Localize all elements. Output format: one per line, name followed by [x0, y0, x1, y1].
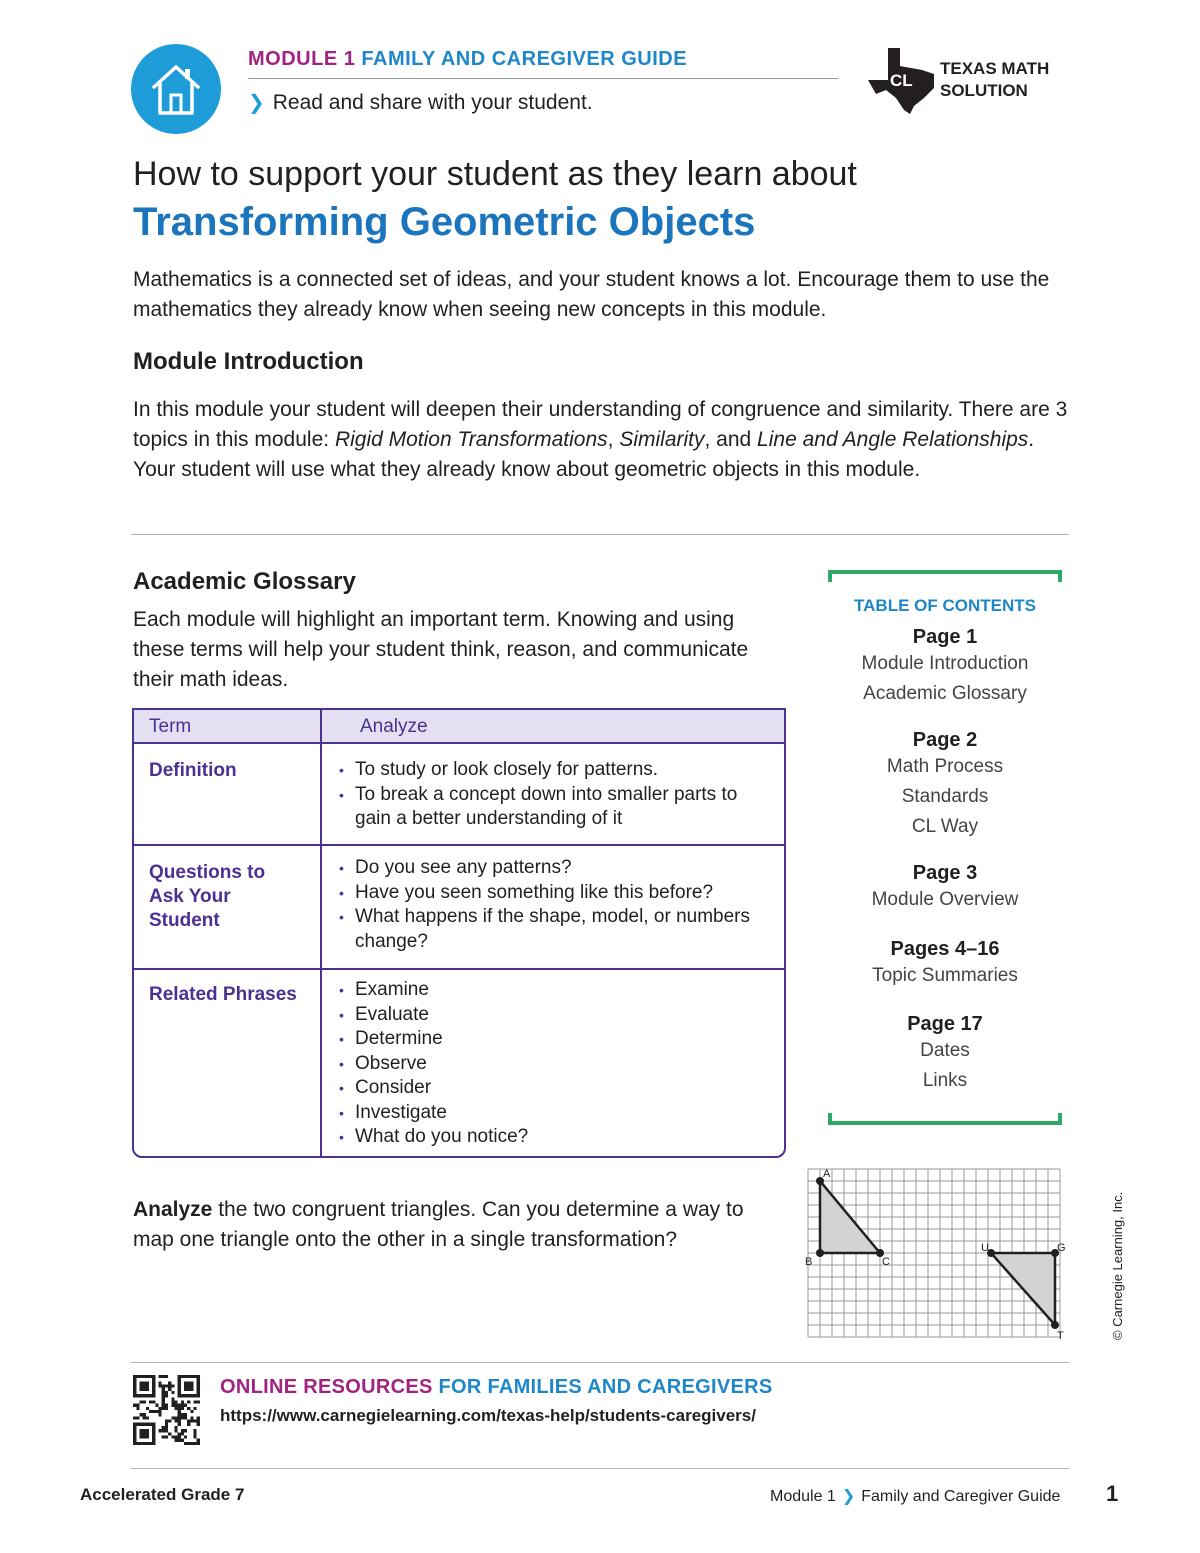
glossary-intro: Each module will highlight an important term. Knowing and using these terms will help your student think, reason, and communicate their math ideas. [133, 608, 749, 691]
analyze-keyword: Analyze [133, 1198, 213, 1221]
definition-list [339, 758, 759, 832]
list-item: • To break a concept down into smaller parts to gain a better understanding of it [339, 783, 759, 832]
toc-section-5 [828, 1013, 1062, 1096]
pre-title: How to support your student as they learn about [133, 155, 857, 193]
column-header-analyze: Analyze [360, 716, 428, 737]
column-header-term: Term [149, 716, 192, 737]
footer-module: Module 1 [770, 1488, 836, 1505]
resources-link[interactable]: https://www.carnegielearning.com/texas-help/students-caregivers/ [220, 1406, 756, 1425]
point-b [816, 1249, 824, 1257]
label-g: G [1057, 1242, 1066, 1254]
term-definition: Definition [149, 760, 237, 781]
toc-section-4 [828, 938, 1062, 991]
list-item: • What do you notice? [339, 1125, 759, 1150]
toc-page-label: Page 1 [912, 626, 978, 648]
label-c: C [882, 1256, 890, 1268]
toc-item: Dates [920, 1040, 970, 1061]
families-caregivers-label: FOR FAMILIES AND CAREGIVERS [438, 1376, 773, 1398]
label-t: T [1057, 1330, 1064, 1342]
term-questions: Questions to Ask Your Student [149, 862, 266, 931]
toc-item: Module Introduction [861, 653, 1029, 674]
list-item: • What happens if the shape, model, or numbers change? [339, 905, 759, 954]
read-share-line [248, 90, 593, 115]
section-divider [131, 1362, 1069, 1363]
toc-section-1 [828, 626, 1062, 709]
chevron-right-icon: ❯ [841, 1488, 856, 1505]
qr-code-icon [133, 1375, 200, 1445]
chevron-right-icon: ❯ [248, 92, 265, 114]
questions-list [339, 856, 759, 954]
table-row-divider [134, 968, 784, 970]
toc-item: Module Overview [871, 889, 1019, 910]
list-item: • Do you see any patterns? [339, 856, 759, 881]
logo-line-2: SOLUTION [940, 81, 1028, 100]
toc-section-3 [828, 862, 1062, 915]
header-divider [248, 78, 838, 79]
list-item: • Observe [339, 1052, 759, 1077]
module-intro-heading: Module Introduction [133, 348, 364, 375]
texas-map-icon [866, 44, 940, 116]
list-item: • Have you seen something like this before? [339, 881, 759, 906]
toc-item: CL Way [911, 816, 979, 837]
toc-item: Math Process [886, 756, 1004, 777]
toc-title: TABLE OF CONTENTS [854, 596, 1036, 615]
glossary-table [132, 708, 786, 1158]
toc-item: Academic Glossary [863, 683, 1027, 704]
toc-page-label: Pages 4–16 [890, 938, 1000, 960]
copyright-notice: © Carnegie Learning, Inc. [1110, 1191, 1125, 1340]
table-column-divider [320, 710, 322, 1156]
topic-3: Line and Angle Relationships [757, 428, 1029, 451]
online-resources-title [220, 1376, 773, 1399]
toc-bottom-bracket [828, 1113, 1062, 1125]
house-icon [148, 59, 204, 119]
list-item: • To study or look closely for patterns. [339, 758, 759, 783]
logo-line-1: TEXAS MATH [940, 59, 1050, 78]
congruent-triangles-figure [803, 1165, 1069, 1343]
home-badge [131, 44, 221, 134]
footer-guide: Family and Caregiver Guide [861, 1488, 1061, 1505]
logo-wordmark [940, 58, 1049, 102]
toc-section-2 [828, 729, 1062, 842]
list-item: • Determine [339, 1027, 759, 1052]
list-item: • Evaluate [339, 1003, 759, 1028]
page-title: Transforming Geometric Objects [133, 200, 756, 244]
toc-page-label: Page 2 [912, 729, 978, 751]
toc-item: Links [922, 1070, 968, 1091]
read-share-text: Read and share with your student. [272, 91, 593, 114]
list-item: • Examine [339, 978, 759, 1003]
grade-label: Accelerated Grade 7 [80, 1485, 245, 1504]
module-intro-paragraph: In this module your student will deepen their understanding of congruence and similarity. There are 3 topics in this module: Rigid Motion Transformations, Similarity, and Line and Angle Relationships. Your student will use what they already know about geometric objects in this module. [133, 398, 1068, 481]
footer-divider [131, 1468, 1069, 1469]
section-divider [131, 534, 1069, 535]
guide-label: FAMILY AND CAREGIVER GUIDE [361, 48, 688, 70]
topic-1: Rigid Motion Transformations [334, 428, 608, 451]
toc-top-bracket [828, 570, 1062, 582]
toc-item: Standards [901, 786, 989, 807]
toc-item: Topic Summaries [872, 965, 1018, 986]
online-resources-label: ONLINE RESOURCES [220, 1376, 433, 1398]
list-item: • Investigate [339, 1101, 759, 1126]
label-u: U [981, 1242, 989, 1254]
analyze-question: Analyze the two congruent triangles. Can you determine a way to map one triangle onto the other in a single transformation? [133, 1198, 744, 1251]
glossary-heading: Academic Glossary [133, 568, 356, 595]
point-t [1051, 1321, 1059, 1329]
intro-paragraph: Mathematics is a connected set of ideas, and your student knows a lot. Encourage them to use the mathematics they already know when seeing new concepts in this module. [133, 268, 1050, 321]
toc-page-label: Page 17 [907, 1013, 983, 1035]
footer-breadcrumb [770, 1486, 1060, 1506]
related-phrases-list [339, 978, 759, 1150]
table-row-divider [134, 844, 784, 846]
list-item: • Consider [339, 1076, 759, 1101]
module-label [248, 48, 687, 71]
module-number: MODULE 1 [248, 48, 356, 70]
label-b: B [805, 1256, 813, 1268]
topic-2: Similarity [619, 428, 705, 451]
logo-mark: CL [890, 71, 913, 90]
table-header-row [134, 710, 784, 744]
toc-page-label: Page 3 [912, 862, 978, 884]
label-a: A [823, 1168, 831, 1180]
page-number: 1 [1106, 1481, 1119, 1506]
term-related-phrases: Related Phrases [149, 984, 297, 1005]
